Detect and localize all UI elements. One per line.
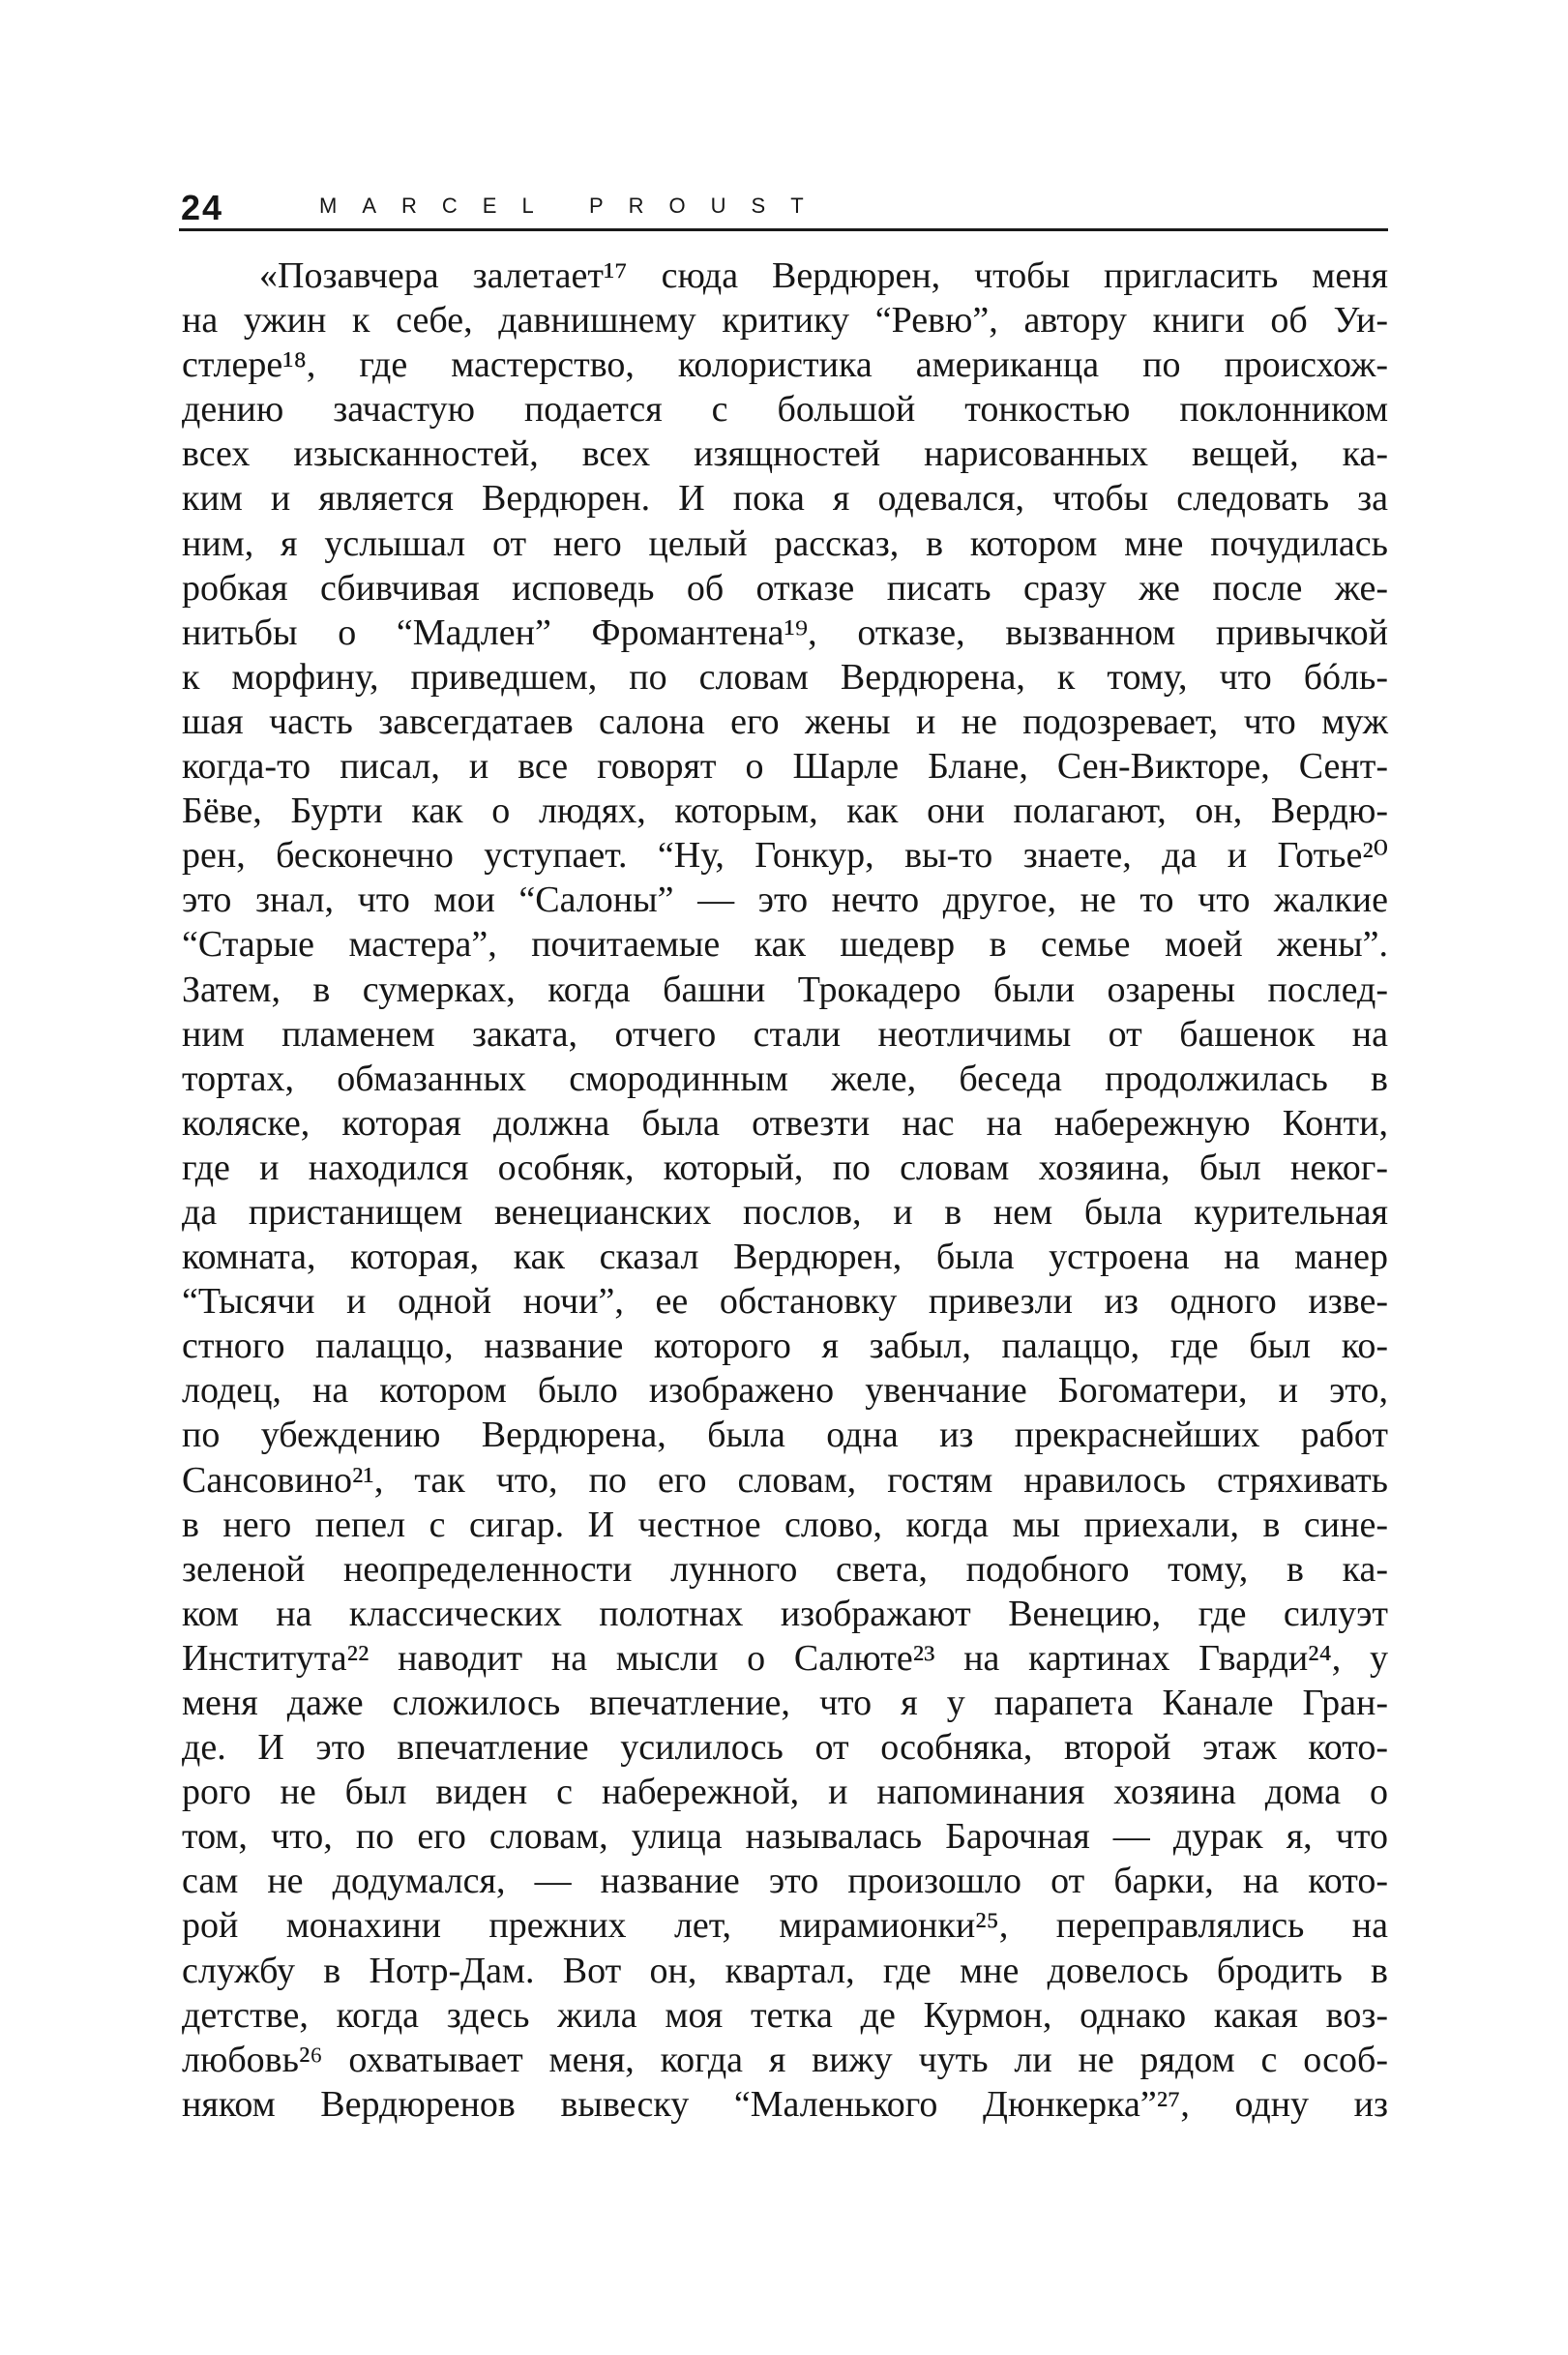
text-line: стного палаццо, название которого я забыл, палаццо, где был ко- xyxy=(182,1326,1388,1367)
text-line: ним, я услышал от него целый рассказ, в котором мне почудилась xyxy=(182,522,1388,564)
text-line: Института²² наводит на мысли о Салюте²³ на картинах Гварди²⁴, у xyxy=(182,1637,1388,1679)
text-line: лодец, на котором было изображено увенчание Богоматери, и это, xyxy=(182,1370,1388,1412)
text-line: няком Вердюренов вывеску “Маленького Дюнкерка”²⁷, одну из xyxy=(182,2083,1388,2125)
text-line: “Старые мастера”, почитаемые как шедевр в семье моей жены”. xyxy=(182,924,1388,966)
text-line: в него пепел с сигар. И честное слово, когда мы приехали, в сине- xyxy=(182,1504,1388,1545)
text-line: ким и является Вердюрен. И пока я одевался, чтобы следовать за xyxy=(182,478,1388,520)
text-line: рого не был виден с набережной, и напоминания хозяина дома о xyxy=(182,1772,1388,1813)
running-head xyxy=(179,190,1388,231)
text-line: комната, которая, как сказал Вердюрен, была устроена на манер xyxy=(182,1237,1388,1278)
text-line: шая часть завсегдатаев салона его жены и не подозревает, что муж xyxy=(182,701,1388,742)
text-line: робкая сбивчивая исповедь об отказе писать сразу же после же- xyxy=(182,567,1388,609)
text-line: это знал, что мои “Салоны” — это нечто другое, не то что жалкие xyxy=(182,879,1388,921)
text-line: сам не додумался, — название это произошло от барки, на кото- xyxy=(182,1861,1388,1902)
text-line: любовь²⁶ охватывает меня, когда я вижу чуть ли не рядом с особ- xyxy=(182,2039,1388,2080)
text-line: «Позавчера залетает¹⁷ сюда Вердюрен, чтобы пригласить меня xyxy=(259,255,1388,296)
text-line: тортах, обмазанных смородинным желе, беседа продолжилась в xyxy=(182,1058,1388,1099)
text-line: зеленой неопределенности лунного света, подобного тому, в ка- xyxy=(182,1548,1388,1590)
text-line: по убеждению Вердюрена, была одна из прекраснейших работ xyxy=(182,1415,1388,1456)
text-line: нитьбы о “Мадлен” Фромантена¹⁹, отказе, вызванном привычкой xyxy=(182,611,1388,653)
text-line: службу в Нотр-Дам. Вот он, квартал, где мне довелось бродить в xyxy=(182,1950,1388,1991)
text-line: Сансовино²¹, так что, по его словам, гостям нравилось стряхивать xyxy=(182,1459,1388,1501)
text-line: том, что, по его словам, улица называлась Барочная — дурак я, что xyxy=(182,1816,1388,1858)
text-line: детстве, когда здесь жила моя тетка де Курмон, однако какая воз- xyxy=(182,1994,1388,2036)
text-line: рой монахини прежних лет, мирамионки²⁵, переправлялись на xyxy=(182,1905,1388,1947)
text-line: всех изысканностей, всех изящностей нарисованных вещей, ка- xyxy=(182,433,1388,475)
text-line: Затем, в сумерках, когда башни Трокадеро были озарены послед- xyxy=(182,969,1388,1010)
text-line: коляске, которая должна была отвезти нас на набережную Конти, xyxy=(182,1102,1388,1144)
text-line: ним пламенем заката, отчего стали неотличимы от башенок на xyxy=(182,1013,1388,1055)
text-line: Бёве, Бурти как о людях, которым, как они полагают, он, Вердю- xyxy=(182,790,1388,832)
text-line: да пристанищем венецианских послов, и в нем была курительная xyxy=(182,1191,1388,1233)
text-line: когда-то писал, и все говорят о Шарле Блане, Сен-Викторе, Сент- xyxy=(182,746,1388,788)
text-line: ком на классических полотнах изображают Венецию, где силуэт xyxy=(182,1593,1388,1634)
text-line: рен, бесконечно уступает. “Ну, Гонкур, вы-то знаете, да и Готье²⁰ xyxy=(182,835,1388,877)
text-line: “Тысячи и одной ночи”, ее обстановку привезли из одного изве- xyxy=(182,1281,1388,1323)
body-text xyxy=(182,253,1388,2127)
text-line: на ужин к себе, давнишнему критику “Ревю”, автору книги об Уи- xyxy=(182,300,1388,342)
text-line: де. И это впечатление усилилось от особняка, второй этаж кото- xyxy=(182,1727,1388,1769)
running-head-author: MARCEL PROUST xyxy=(319,194,829,218)
text-line: меня даже сложилось впечатление, что я у парапета Канале Гран- xyxy=(182,1683,1388,1723)
text-line: дению зачастую подается с большой тонкостью поклонником xyxy=(182,389,1388,431)
page-number: 24 xyxy=(181,188,224,227)
text-line: где и находился особняк, который, по словам хозяина, был неког- xyxy=(182,1147,1388,1188)
text-line: к морфину, приведшем, по словам Вердюрена, к тому, что бóль- xyxy=(182,656,1388,698)
text-line: стлере¹⁸, где мастерство, колористика американца по происхож- xyxy=(182,344,1388,386)
